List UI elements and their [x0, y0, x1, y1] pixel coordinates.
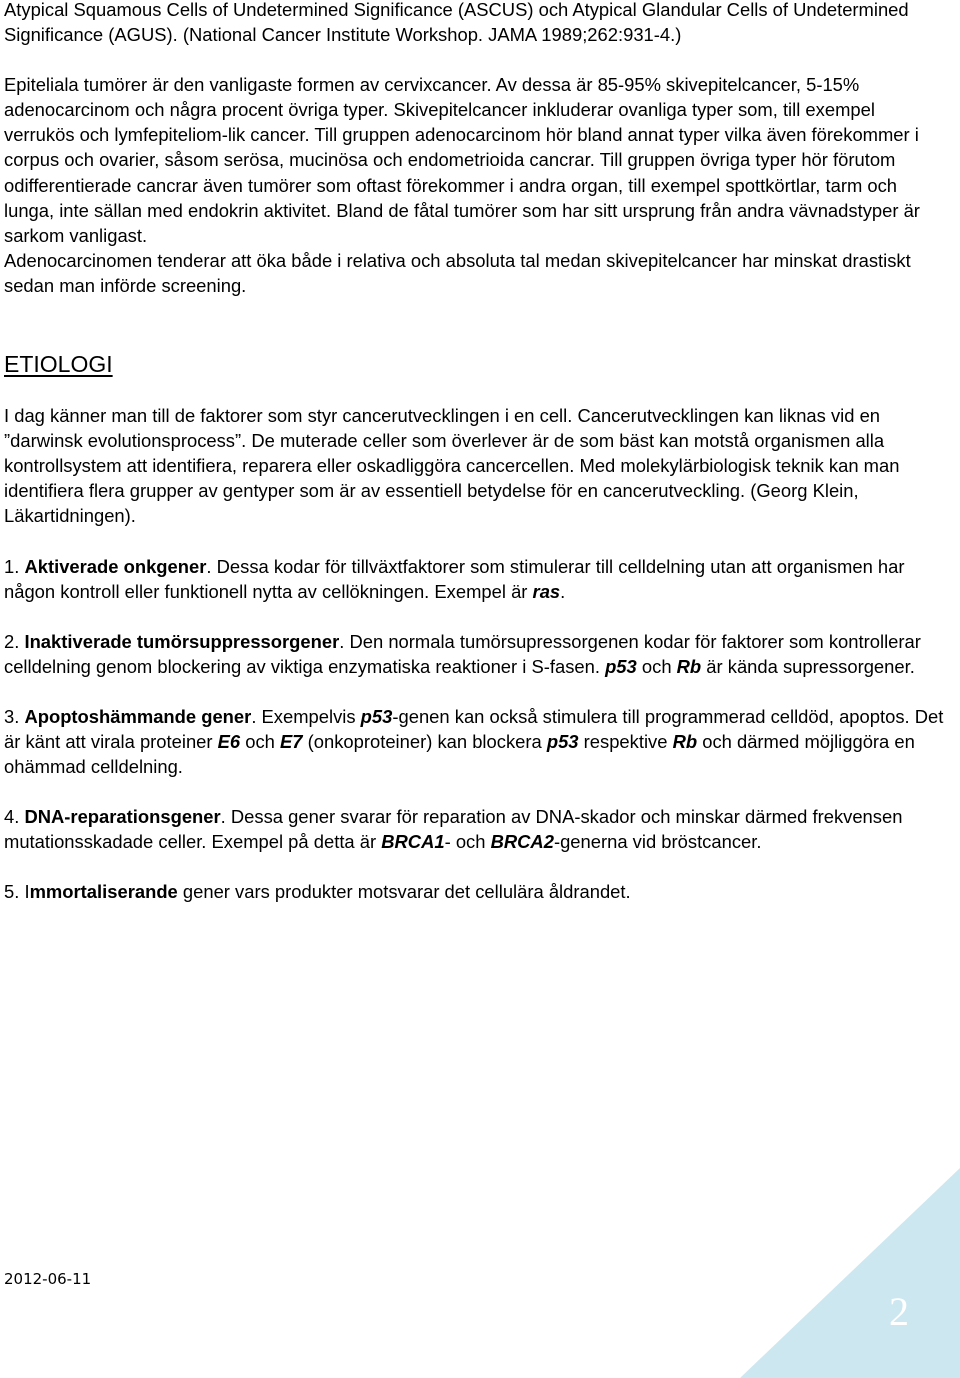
item-text: . — [560, 580, 566, 602]
item-text: -generna vid bröstcancer. — [553, 831, 762, 853]
gene-name: Rb — [672, 730, 698, 752]
item-number: 4. — [4, 806, 25, 828]
gene-name: E7 — [280, 730, 303, 752]
item-text: respektive — [578, 730, 673, 752]
item-text: . Dessa kodar för tillväxtfaktorer som stimulerar till celldelning utan att organismen har någon kontroll eller funktionell nytta av cellökningen. Exempel är — [4, 555, 905, 602]
list-item-5 — [4, 879, 944, 904]
gene-name: BRCA2 — [490, 831, 554, 853]
gene-name: p53 — [546, 730, 579, 752]
gene-name: p53 — [360, 705, 393, 727]
item-text: gener vars produkter motsvarar det cellulära åldrandet. — [177, 881, 631, 903]
list-item-2 — [4, 629, 944, 679]
etiologi-intro-paragraph: I dag känner man till de faktorer som styr cancerutvecklingen i en cell. Cancerutvecklingen kan liknas vid en ”darwinsk evolutionsprocess”. De muterade celler som överlever är de som bäst kan motstå organismen alla kontrollsystem att identifiera, reparera eller oskadliggöra cancercellen. Med molekylärbiologisk teknik kan man identifiera flera grupper av gentyper som är av essentiell betydelse för en cancerutveckling. (Georg Klein, Läkartidningen). — [4, 405, 900, 527]
list-item-1 — [4, 554, 944, 604]
item-text: (onkoproteiner) kan blockera — [302, 730, 547, 752]
epithelial-tumors-paragraph: Epiteliala tumörer är den vanligaste formen av cervixcancer. Av dessa är 85-95% skivepitelcancer, 5-15% adenocarcinom och några procent övriga typer. Skivepitelcancer inkluderar ovanliga typer som, till exempel verrukös och lymfepiteliom-lik cancer. Till gruppen adenocarcinom hör bland annat typer vilka även förekommer i corpus och ovarier, såsom serösa, mucinösa och endometrioida cancrar. Till gruppen övriga typer hör förutom odifferentierade cancrar även tumörer som oftast förekommer i andra organ, till exempel spottkörtlar, tarm och lunga, inte sällan med endokrin aktivitet. Bland de fåtal tumörer som har sitt ursprung från andra vävnadstyper är sarkom vanligast. — [4, 74, 920, 246]
item-text: är kända supressorgener. — [701, 655, 915, 677]
item-title: Apoptoshämmande gener — [24, 705, 252, 727]
item-text: -genen kan också stimulera till programmerad celldöd, apoptos. Det är känt att virala proteiner — [4, 705, 944, 752]
gene-name: BRCA1 — [381, 831, 445, 853]
item-text: och — [240, 730, 281, 752]
gene-name: E6 — [217, 730, 241, 752]
item-number: 2. — [4, 630, 25, 652]
list-item-3 — [4, 704, 944, 779]
page-number: 2 — [889, 1289, 909, 1334]
item-initial: I — [24, 881, 30, 903]
list-item-4 — [4, 804, 944, 854]
item-title: mmortaliserande — [29, 881, 178, 903]
item-text: och — [636, 655, 677, 677]
section-heading-etiologi: ETIOLOGI — [4, 351, 113, 378]
adenocarcinoma-trend-paragraph: Adenocarcinomen tenderar att öka både i relativa och absoluta tal medan skivepitelcancer har minskat drastiskt sedan man införde screening. — [4, 249, 911, 296]
document-page — [4, 0, 944, 904]
item-text: . Exempelvis — [251, 705, 361, 727]
item-title: Aktiverade onkgener — [24, 555, 207, 577]
corner-triangle — [740, 1168, 960, 1378]
item-number: 3. — [4, 705, 25, 727]
item-text: och därmed möjliggöra en ohämmad celldelning. — [4, 730, 915, 778]
corner-decoration — [740, 1168, 960, 1378]
citation-paragraph: Atypical Squamous Cells of Undetermined Significance (ASCUS) och Atypical Glandular Cells of Undetermined Significance (AGUS). (National Cancer Institute Workshop. JAMA 1989;262:931-4.) — [4, 0, 909, 46]
item-text: . Dessa gener svarar för reparation av DNA-skador och minskar därmed frekvensen mutationsskadade celler. Exempel på detta är — [4, 806, 903, 853]
item-text: . Den normala tumörsupressorgenen kodar för faktorer som kontrollerar celldelning genom blockering av viktiga enzymatiska reaktioner i S-fasen. — [4, 630, 921, 677]
item-title: Inaktiverade tumörsuppressorgener — [24, 630, 340, 652]
gene-name: Rb — [676, 655, 702, 677]
item-title: DNA-reparationsgener — [24, 806, 221, 828]
gene-name: ras — [532, 580, 561, 602]
item-text: - och — [444, 831, 491, 853]
gene-name: p53 — [605, 655, 637, 677]
item-number: 1. — [4, 555, 25, 577]
footer-date: 2012-06-11 — [4, 1270, 92, 1288]
item-number: 5. — [4, 881, 25, 903]
